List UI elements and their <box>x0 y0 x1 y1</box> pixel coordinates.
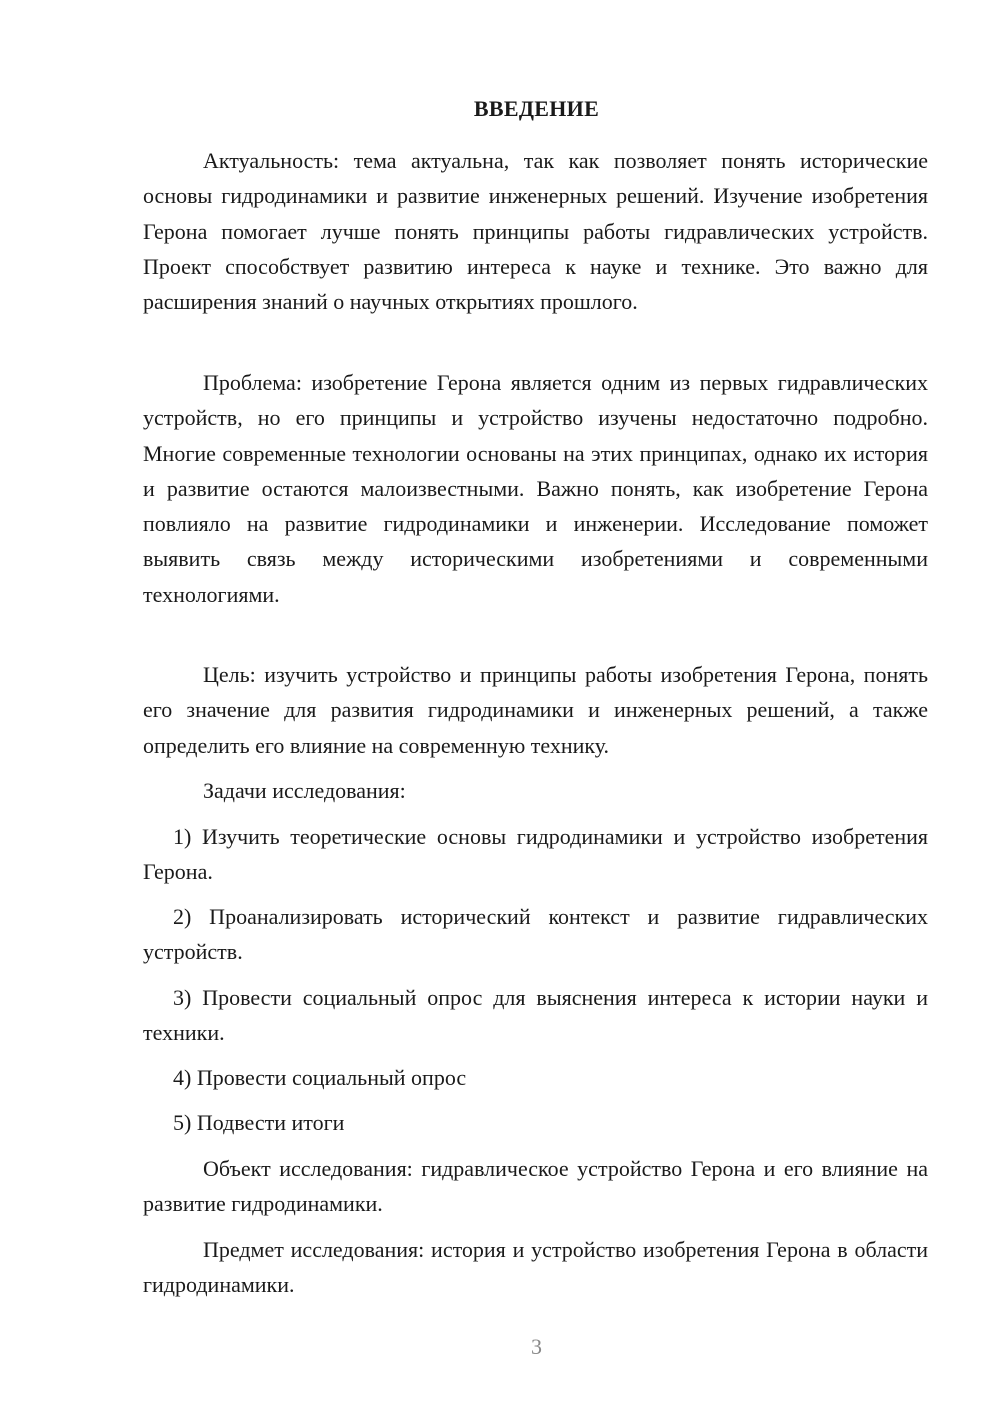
task-item-1: 1) Изучить теоретические основы гидродинамики и устройство изобретения Герона. <box>143 824 928 885</box>
page-title: ВВЕДЕНИЕ <box>473 96 600 121</box>
paragraph-subject: Предмет исследования: история и устройство изобретения Герона в области гидродинамики. <box>143 1237 928 1298</box>
paragraph-relevance: Актуальность: тема актуальна, так как позволяет понять исторические основы гидродинамики и развитие инженерных решений. Изучение изобретения Герона помогает лучше понять принципы работы гидравлических устройств. Проект способствует развитию интереса к науке и технике. Это важно для расширения знаний о научных открытиях прошлого. <box>143 148 928 315</box>
task-item-3: 3) Провести социальный опрос для выяснения интереса к истории науки и техники. <box>143 985 928 1046</box>
page-number: 3 <box>531 1334 542 1359</box>
paragraph-problem: Проблема: изобретение Герона является одним из первых гидравлических устройств, но его принципы и устройство изучены недостаточно подробно. Многие современные технологии основаны на этих принципах, однако их история и развитие остаются малоизвестными. Важно понять, как изобретение Герона повлияло на развитие гидродинамики и инженерии. Исследование поможет выявить связь между историческими изобретениями и современными технологиями. <box>143 370 928 607</box>
task-item-2: 2) Проанализировать исторический контекст и развитие гидравлических устройств. <box>143 904 928 965</box>
task-item-5: 5) Подвести итоги <box>173 1110 345 1135</box>
task-item-4: 4) Провести социальный опрос <box>173 1065 467 1090</box>
paragraph-object: Объект исследования: гидравлическое устройство Герона и его влияние на развитие гидродинамики. <box>143 1156 928 1217</box>
paragraph-goal: Цель: изучить устройство и принципы работы изобретения Герона, понять его значение для развития гидродинамики и инженерных решений, а также определить его влияние на современную технику. <box>143 662 928 758</box>
tasks-heading: Задачи исследования: <box>203 778 406 803</box>
